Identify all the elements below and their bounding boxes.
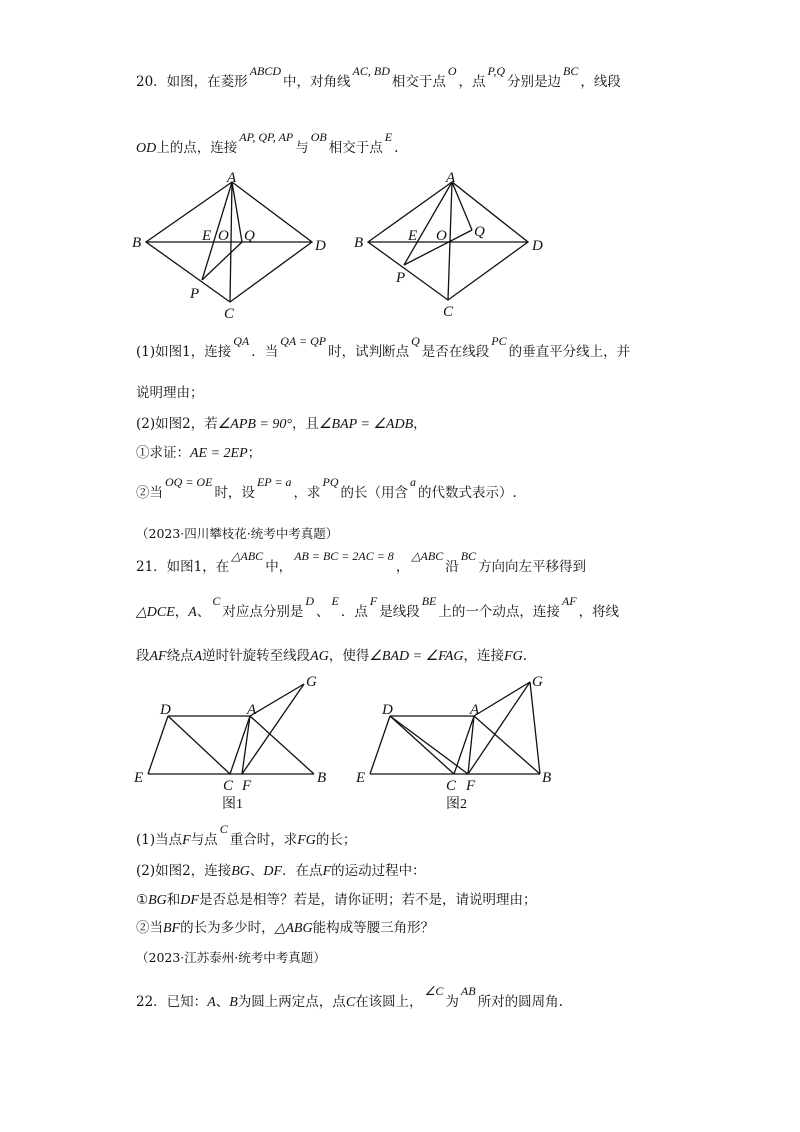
q20-part1-cont: 说明理由； <box>136 385 204 401</box>
q20-f1-label-P: P <box>190 286 200 302</box>
q21-f1-label-D: D <box>160 702 171 718</box>
q20-part1: (1)如图1，连接QA．当QA = QP时，试判断点Q是否在线段PC的垂直平分线上，并 <box>136 334 631 360</box>
q20-f1-label-Q: Q <box>244 228 255 244</box>
q20-line1: 20．如图，在菱形ABCD中，对角线AC, BD相交于点O，点P,Q分别是边BC，线段 <box>136 64 621 90</box>
q20-f1-label-B: B <box>132 235 142 251</box>
q20-f1-label-D: D <box>315 238 326 254</box>
q22-line1: 22．已知：A、B为圆上两定点，点C在该圆上，∠C为AB所对的圆周角. <box>136 984 563 1010</box>
q21-line3: 段AF绕点A逆时针旋转至线段AG，使得∠BAD = ∠FAG，连接FG. <box>136 648 527 664</box>
q21-fig1-caption: 图1 <box>222 797 243 812</box>
q21-f2-label-E: E <box>356 770 366 786</box>
q21-f2-label-G: G <box>532 674 543 690</box>
source-note-2: （2023·江苏泰州·统考中考真题） <box>136 950 326 965</box>
q21-f2-label-C: C <box>446 778 457 794</box>
q20-part2-2: ②当OQ = OE时，设EP = a，求PQ的长（用含a的代数式表示）. <box>136 475 517 501</box>
q21-f2-label-A: A <box>470 702 480 718</box>
q21-figure-2 <box>352 672 562 822</box>
q21-f2-label-B: B <box>542 770 552 786</box>
q20-f2-label-E: E <box>408 228 418 244</box>
q21-f1-label-G: G <box>306 674 317 690</box>
q21-f1-label-F: F <box>242 778 252 794</box>
q20-f1-label-O: O <box>218 228 229 244</box>
q20-figure-1 <box>130 170 330 320</box>
source-note-1: （2023·四川攀枝花·统考中考真题） <box>136 526 339 541</box>
q21-line1: 21．如图1，在△ABC中，AB = BC = 2AC = 8，△ABC沿BC方向向左平移得到 <box>136 549 587 575</box>
q21-part1: (1)当点F与点C重合时，求FG的长； <box>136 822 357 848</box>
q21-line2: △DCE，A、C对应点分别是D、E．点F是线段BE上的一个动点，连接AF，将线 <box>136 594 620 620</box>
q20-line2: OD上的点，连接AP, QP, AP与OB相交于点E. <box>136 130 399 156</box>
q20-f1-label-A: A <box>227 170 237 186</box>
q21-fig2-caption: 图2 <box>446 797 467 812</box>
q21-part2: (2)如图2，连接BG、DF．在点F的运动过程中： <box>136 863 426 879</box>
q20-f2-label-C: C <box>443 304 454 320</box>
q20-f2-label-A: A <box>446 170 456 186</box>
q20-f2-label-D: D <box>532 238 543 254</box>
q21-f1-label-E: E <box>134 770 144 786</box>
q20-f1-label-E: E <box>202 228 212 244</box>
q21-figure-1 <box>130 672 330 822</box>
q21-f1-label-C: C <box>223 778 234 794</box>
q20-part2-1: ①求证：AE = 2EP； <box>136 445 262 461</box>
q20-f2-label-B: B <box>354 235 364 251</box>
q20-f2-label-O: O <box>436 228 447 244</box>
q21-f1-label-B: B <box>317 770 327 786</box>
q20-figure-2 <box>352 170 552 320</box>
q20-part2: (2)如图2，若∠APB = 90°，且∠BAP = ∠ADB， <box>136 416 427 432</box>
q21-f2-label-D: D <box>382 702 393 718</box>
q20-f2-label-Q: Q <box>474 224 485 240</box>
q20-f1-label-C: C <box>224 306 235 322</box>
q21-part2-1: ①BG和DF是否总是相等？若是，请你证明；若不是，请说明理由； <box>136 892 537 908</box>
q21-f2-label-F: F <box>466 778 476 794</box>
q21-f1-label-A: A <box>247 702 257 718</box>
q21-part2-2: ②当BF的长为多少时，△ABG能构成等腰三角形？ <box>136 920 435 936</box>
q20-f2-label-P: P <box>396 270 406 286</box>
